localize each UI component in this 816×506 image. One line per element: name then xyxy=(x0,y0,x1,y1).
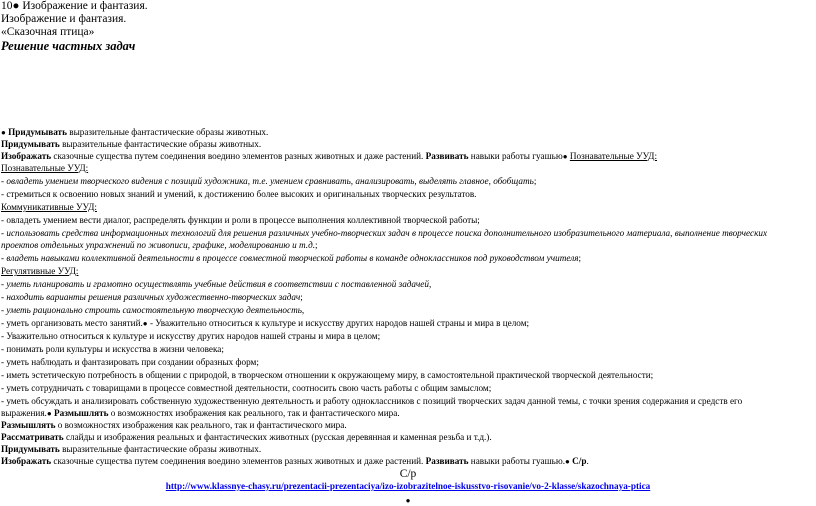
paragraph-text: слайды и изображения реальных и фантастических животных (русская деревянная и каменная резьба и т.д.). xyxy=(63,432,492,442)
regulatory-uud-heading: Регулятивные УУД: xyxy=(1,266,79,276)
paragraph-text: выражения. xyxy=(1,408,47,418)
paragraph-20: - уметь сотрудничать с товарищами в процессе совместной деятельности, соотносить свою часть работы с общим замыслом; xyxy=(1,383,492,393)
communicative-uud-heading: Коммуникативные УУД: xyxy=(1,202,97,212)
paragraph-21a: - уметь обсуждать и анализировать собственную художественную деятельность и работу одноклассников с позиций творческих задач данной темы, с точки зрения содержания и средств его xyxy=(1,396,743,406)
dash: - xyxy=(1,279,7,289)
paragraph-text: навыки работы гуашью. xyxy=(468,456,566,466)
topic-line: Изображение и фантазия. xyxy=(1,13,127,25)
paragraph-25 xyxy=(1,456,589,467)
bullet-icon: ● xyxy=(1,128,6,137)
paragraph-text: сказочные существа путем соединения воедино элементов разных животных и даже растений. xyxy=(51,151,426,161)
link-line xyxy=(0,481,816,492)
italic-text: уметь рационально строить самостоятельную творческую деятельность xyxy=(6,305,302,315)
italic-text: проектов отдельных упражнений по живописи, графике, моделированию и т.д. xyxy=(1,240,316,250)
cognitive-uud-heading: Познавательные УУД: xyxy=(1,163,89,173)
paragraph-9b xyxy=(1,240,318,251)
dash: - xyxy=(1,292,7,302)
bold-term: Развивать xyxy=(425,456,469,466)
paragraph-12 xyxy=(1,279,431,290)
paragraph-6: - стремиться к освоению новых знаний и умений, к достижению более высоких и оригинальных творческих результатов. xyxy=(1,189,477,199)
paragraph-text: выразительные фантастические образы животных. xyxy=(59,444,262,454)
bold-term: Придумывать xyxy=(1,139,60,149)
subtopic-line: «Сказочная птица» xyxy=(1,26,95,38)
paragraph-9a: - использовать средства информационных технологий для решения различных учебно-творческих задач в процессе поиска дополнительного изобразительного материала, выполнение творческих xyxy=(1,228,768,238)
paragraph-text: - Уважительно относиться к культуре и искусству других народов нашей страны и мира в целом; xyxy=(147,318,530,328)
paragraph-18: - уметь наблюдать и фантазировать при создании образных форм; xyxy=(1,357,259,367)
paragraph-8: - овладеть умением вести диалог, распределять функции и роли в процессе выполнения коллективной творческой работы; xyxy=(1,215,480,225)
bullet-icon: ● xyxy=(46,409,52,418)
punct: ; xyxy=(300,292,303,302)
end-bullet-icon: ● xyxy=(405,496,411,505)
paragraph-text: - уметь организовать место занятий. xyxy=(1,318,143,328)
italic-text: уметь планировать и грамотно осуществлять учебные действия в соответствии с поставленной задачей xyxy=(6,279,429,289)
bold-term: Изображать xyxy=(1,151,52,161)
paragraph-16: - Уважительно относиться к культуре и искусству других народов нашей страны и мира в целом; xyxy=(1,331,381,341)
paragraph-1 xyxy=(1,127,268,138)
paragraph-2 xyxy=(1,139,261,150)
bold-term: Придумывать xyxy=(8,127,67,137)
punct: , xyxy=(301,305,305,315)
italic-text: овладеть умением творческого видения с позиций художника, т.е. умением сравнивать, анализировать, выделять главное, обобщать xyxy=(6,176,534,186)
bold-term: С/р xyxy=(572,456,587,466)
sr-label: С/р xyxy=(399,468,417,480)
paragraph-22 xyxy=(1,420,347,431)
bold-term: Придумывать xyxy=(1,444,60,454)
punct: . xyxy=(586,456,589,466)
paragraph-13 xyxy=(1,292,303,303)
bold-term: Развивать xyxy=(425,151,469,161)
bold-term: Рассматривать xyxy=(1,432,64,442)
dash: - xyxy=(1,305,7,315)
punct: ; xyxy=(578,253,582,263)
lesson-title-line xyxy=(1,0,148,13)
section-heading: Решение частных задач xyxy=(1,39,136,53)
bold-term: Размышлять xyxy=(1,420,56,430)
paragraph-text: о возможностях изображения как реального, так и фантастического мира. xyxy=(55,420,347,430)
bold-term: Размышлять xyxy=(53,408,109,418)
paragraph-14 xyxy=(1,305,304,316)
dash: - xyxy=(1,253,7,263)
paragraph-text: о возможностях изображения как реального, так и фантастического мира. xyxy=(108,408,400,418)
paragraph-21b xyxy=(1,408,400,419)
paragraph-23 xyxy=(1,432,492,443)
paragraph-text: выразительные фантастические образы животных. xyxy=(66,127,269,137)
presentation-link[interactable]: http://www.klassnye-chasy.ru/prezentacii-prezentaciya/izo-izobrazitelnoe-iskusstvo-risovanie/vo-2-klasse/skazochnaya-ptica xyxy=(165,481,651,491)
lesson-number-text: 10● Изображение и фантазия. xyxy=(1,0,148,12)
section-label: Познавательные УУД: xyxy=(569,151,657,161)
paragraph-24 xyxy=(1,444,261,455)
paragraph-5 xyxy=(1,176,536,187)
paragraph-text: сказочные существа путем соединения воедино элементов разных животных и даже растений. xyxy=(51,456,426,466)
bold-term: Изображать xyxy=(1,456,52,466)
paragraph-text: навыки работы гуашью xyxy=(468,151,563,161)
italic-text: находить варианты решения различных художественно-творческих задач xyxy=(6,292,301,302)
bullet-icon: ● xyxy=(565,457,570,466)
paragraph-10 xyxy=(1,253,581,264)
punct: , xyxy=(428,279,432,289)
paragraph-17: - понимать роли культуры и искусства в жизни человека; xyxy=(1,344,224,354)
paragraph-19: - иметь эстетическую потребность в общении с природой, в творческом отношении к окружающему миру, в самостоятельной практической творческой деятельности; xyxy=(1,370,654,380)
paragraph-15 xyxy=(1,318,529,329)
punct: ; xyxy=(315,240,318,250)
dash: - xyxy=(1,176,7,186)
paragraph-3 xyxy=(1,151,657,162)
paragraph-text: выразительные фантастические образы животных. xyxy=(59,139,262,149)
bullet-icon: ● xyxy=(142,319,148,328)
bullet-icon: ● xyxy=(562,152,568,161)
punct: ; xyxy=(533,176,537,186)
italic-text: владеть навыками коллективной деятельности в процессе совместной творческой работы в команде одноклассников под руководством учителя xyxy=(6,253,579,263)
